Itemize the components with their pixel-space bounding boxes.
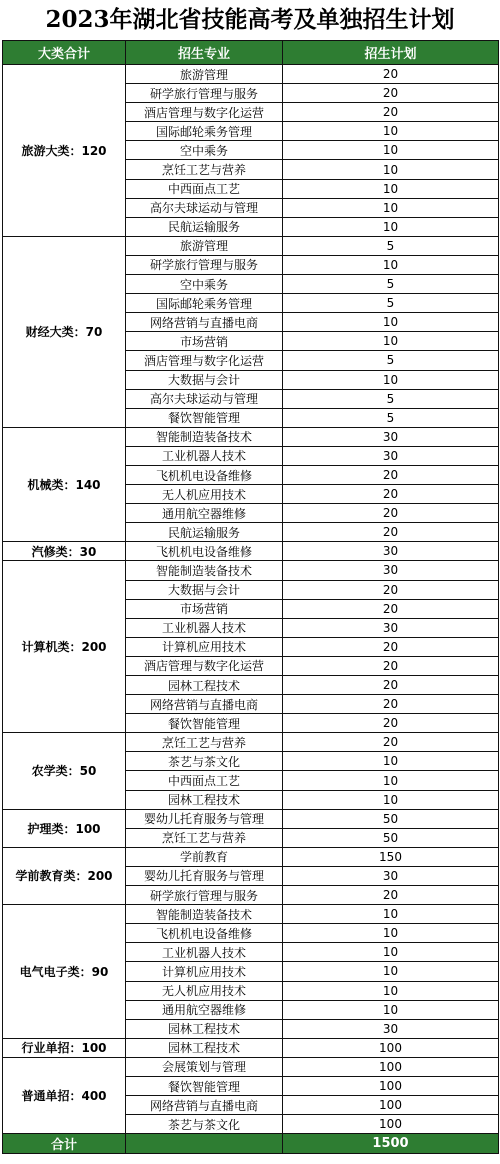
table-row bbox=[3, 236, 499, 255]
major-cell: 旅游管理 bbox=[126, 65, 283, 84]
major-cell: 飞机机电设备维修 bbox=[126, 542, 283, 561]
major-cell: 无人机应用技术 bbox=[126, 485, 283, 504]
plan-cell: 20 bbox=[283, 676, 499, 695]
table-row bbox=[3, 905, 499, 924]
plan-cell: 10 bbox=[283, 313, 499, 332]
major-cell: 无人机应用技术 bbox=[126, 981, 283, 1000]
plan-cell: 10 bbox=[283, 122, 499, 141]
plan-cell: 10 bbox=[283, 332, 499, 351]
major-cell: 网络营销与直播电商 bbox=[126, 695, 283, 714]
major-cell: 大数据与会计 bbox=[126, 370, 283, 389]
plan-cell: 30 bbox=[283, 561, 499, 580]
plan-cell: 10 bbox=[283, 198, 499, 217]
table-row bbox=[3, 847, 499, 866]
major-cell: 婴幼儿托育服务与管理 bbox=[126, 866, 283, 885]
table-row bbox=[3, 561, 499, 580]
category-cell: 行业单招：100 bbox=[3, 1038, 126, 1057]
total-row bbox=[3, 1134, 499, 1154]
plan-cell: 10 bbox=[283, 1000, 499, 1019]
plan-cell: 20 bbox=[283, 103, 499, 122]
major-cell: 市场营销 bbox=[126, 599, 283, 618]
plan-cell: 5 bbox=[283, 389, 499, 408]
plan-cell: 20 bbox=[283, 523, 499, 542]
major-cell: 大数据与会计 bbox=[126, 580, 283, 599]
major-cell: 酒店管理与数字化运营 bbox=[126, 103, 283, 122]
table-body bbox=[3, 65, 499, 1134]
plan-cell: 100 bbox=[283, 1057, 499, 1076]
major-cell: 研学旅行管理与服务 bbox=[126, 255, 283, 274]
plan-cell: 30 bbox=[283, 866, 499, 885]
total-spacer bbox=[126, 1134, 283, 1154]
plan-cell: 50 bbox=[283, 828, 499, 847]
plan-cell: 150 bbox=[283, 847, 499, 866]
header-major: 招生专业 bbox=[126, 41, 283, 65]
category-cell: 计算机类：200 bbox=[3, 561, 126, 733]
table-row bbox=[3, 733, 499, 752]
major-cell: 餐饮智能管理 bbox=[126, 1076, 283, 1095]
plan-cell: 20 bbox=[283, 485, 499, 504]
plan-cell: 20 bbox=[283, 656, 499, 675]
plan-cell: 10 bbox=[283, 141, 499, 160]
plan-cell: 20 bbox=[283, 504, 499, 523]
plan-cell: 10 bbox=[283, 943, 499, 962]
major-cell: 国际邮轮乘务管理 bbox=[126, 294, 283, 313]
major-cell: 工业机器人技术 bbox=[126, 446, 283, 465]
plan-cell: 20 bbox=[283, 733, 499, 752]
plan-cell: 20 bbox=[283, 714, 499, 733]
major-cell: 市场营销 bbox=[126, 332, 283, 351]
plan-cell: 20 bbox=[283, 65, 499, 84]
major-cell: 高尔夫球运动与管理 bbox=[126, 389, 283, 408]
plan-cell: 50 bbox=[283, 809, 499, 828]
major-cell: 中西面点工艺 bbox=[126, 179, 283, 198]
plan-cell: 100 bbox=[283, 1038, 499, 1057]
major-cell: 国际邮轮乘务管理 bbox=[126, 122, 283, 141]
major-cell: 高尔夫球运动与管理 bbox=[126, 198, 283, 217]
table-row bbox=[3, 65, 499, 84]
table-header-row bbox=[3, 41, 499, 65]
major-cell: 旅游管理 bbox=[126, 236, 283, 255]
plan-cell: 20 bbox=[283, 599, 499, 618]
major-cell: 研学旅行管理与服务 bbox=[126, 886, 283, 905]
plan-cell: 10 bbox=[283, 160, 499, 179]
plan-cell: 30 bbox=[283, 542, 499, 561]
major-cell: 会展策划与管理 bbox=[126, 1057, 283, 1076]
major-cell: 酒店管理与数字化运营 bbox=[126, 351, 283, 370]
plan-cell: 30 bbox=[283, 427, 499, 446]
plan-cell: 10 bbox=[283, 962, 499, 981]
major-cell: 园林工程技术 bbox=[126, 676, 283, 695]
table-row bbox=[3, 1038, 499, 1057]
major-cell: 通用航空器维修 bbox=[126, 504, 283, 523]
plan-cell: 20 bbox=[283, 886, 499, 905]
plan-cell: 100 bbox=[283, 1076, 499, 1095]
major-cell: 餐饮智能管理 bbox=[126, 714, 283, 733]
major-cell: 民航运输服务 bbox=[126, 523, 283, 542]
major-cell: 园林工程技术 bbox=[126, 1019, 283, 1038]
major-cell: 茶艺与茶文化 bbox=[126, 752, 283, 771]
major-cell: 智能制造装备技术 bbox=[126, 905, 283, 924]
major-cell: 网络营销与直播电商 bbox=[126, 1096, 283, 1115]
plan-cell: 20 bbox=[283, 695, 499, 714]
plan-cell: 10 bbox=[283, 255, 499, 274]
enrollment-plan-table bbox=[2, 40, 499, 1154]
major-cell: 烹饪工艺与营养 bbox=[126, 828, 283, 847]
plan-cell: 5 bbox=[283, 275, 499, 294]
plan-cell: 20 bbox=[283, 84, 499, 103]
category-cell: 普通单招：400 bbox=[3, 1057, 126, 1133]
plan-cell: 30 bbox=[283, 618, 499, 637]
major-cell: 园林工程技术 bbox=[126, 790, 283, 809]
plan-cell: 30 bbox=[283, 446, 499, 465]
major-cell: 网络营销与直播电商 bbox=[126, 313, 283, 332]
major-cell: 通用航空器维修 bbox=[126, 1000, 283, 1019]
major-cell: 烹饪工艺与营养 bbox=[126, 160, 283, 179]
plan-cell: 30 bbox=[283, 1019, 499, 1038]
category-cell: 护理类：100 bbox=[3, 809, 126, 847]
plan-cell: 100 bbox=[283, 1115, 499, 1134]
category-cell: 电气电子类：90 bbox=[3, 905, 126, 1039]
plan-cell: 5 bbox=[283, 236, 499, 255]
plan-cell: 20 bbox=[283, 465, 499, 484]
total-label: 合计 bbox=[3, 1134, 126, 1154]
plan-cell: 10 bbox=[283, 981, 499, 1000]
major-cell: 飞机机电设备维修 bbox=[126, 924, 283, 943]
plan-cell: 10 bbox=[283, 905, 499, 924]
major-cell: 学前教育 bbox=[126, 847, 283, 866]
major-cell: 茶艺与茶文化 bbox=[126, 1115, 283, 1134]
major-cell: 飞机机电设备维修 bbox=[126, 465, 283, 484]
major-cell: 计算机应用技术 bbox=[126, 637, 283, 656]
major-cell: 智能制造装备技术 bbox=[126, 561, 283, 580]
major-cell: 空中乘务 bbox=[126, 141, 283, 160]
header-plan: 招生计划 bbox=[283, 41, 499, 65]
category-cell: 机械类：140 bbox=[3, 427, 126, 542]
plan-cell: 5 bbox=[283, 351, 499, 370]
major-cell: 研学旅行管理与服务 bbox=[126, 84, 283, 103]
plan-cell: 10 bbox=[283, 790, 499, 809]
plan-cell: 10 bbox=[283, 771, 499, 790]
plan-cell: 100 bbox=[283, 1096, 499, 1115]
plan-cell: 20 bbox=[283, 637, 499, 656]
plan-cell: 10 bbox=[283, 217, 499, 236]
plan-cell: 20 bbox=[283, 580, 499, 599]
major-cell: 婴幼儿托育服务与管理 bbox=[126, 809, 283, 828]
category-cell: 财经大类：70 bbox=[3, 236, 126, 427]
plan-cell: 5 bbox=[283, 408, 499, 427]
major-cell: 空中乘务 bbox=[126, 275, 283, 294]
major-cell: 园林工程技术 bbox=[126, 1038, 283, 1057]
plan-cell: 10 bbox=[283, 752, 499, 771]
category-cell: 旅游大类：120 bbox=[3, 65, 126, 237]
major-cell: 餐饮智能管理 bbox=[126, 408, 283, 427]
major-cell: 烹饪工艺与营养 bbox=[126, 733, 283, 752]
table-row bbox=[3, 427, 499, 446]
category-cell: 农学类：50 bbox=[3, 733, 126, 809]
major-cell: 民航运输服务 bbox=[126, 217, 283, 236]
major-cell: 工业机器人技术 bbox=[126, 618, 283, 637]
plan-cell: 5 bbox=[283, 294, 499, 313]
category-cell: 学前教育类：200 bbox=[3, 847, 126, 904]
table-row bbox=[3, 1057, 499, 1076]
plan-cell: 10 bbox=[283, 179, 499, 198]
plan-cell: 10 bbox=[283, 924, 499, 943]
plan-cell: 10 bbox=[283, 370, 499, 389]
table-row bbox=[3, 542, 499, 561]
page-title: 2023年湖北省技能高考及单独招生计划 bbox=[45, 6, 455, 33]
major-cell: 智能制造装备技术 bbox=[126, 427, 283, 446]
table-row bbox=[3, 809, 499, 828]
header-category-total: 大类合计 bbox=[3, 41, 126, 65]
major-cell: 工业机器人技术 bbox=[126, 943, 283, 962]
major-cell: 计算机应用技术 bbox=[126, 962, 283, 981]
major-cell: 中西面点工艺 bbox=[126, 771, 283, 790]
category-cell: 汽修类：30 bbox=[3, 542, 126, 561]
major-cell: 酒店管理与数字化运营 bbox=[126, 656, 283, 675]
total-value: 1500 bbox=[283, 1134, 499, 1154]
